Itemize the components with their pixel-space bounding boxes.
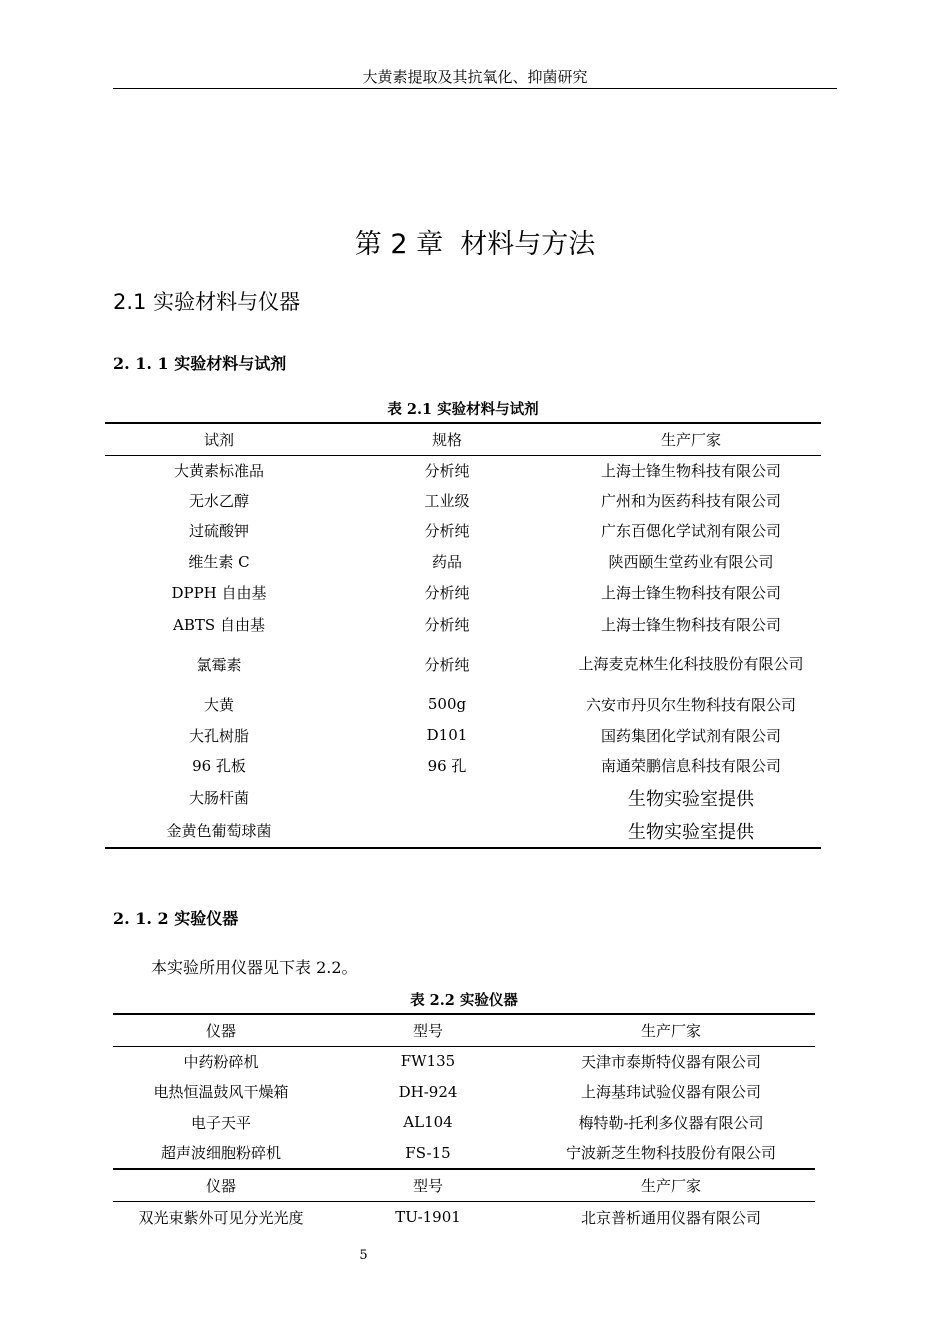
table-cell: 生物实验室提供	[628, 788, 754, 810]
table-row	[105, 640, 821, 688]
table-row	[105, 781, 821, 814]
running-header: 大黄素提取及其抗氧化、抑菌研究	[362, 68, 588, 86]
table-cell: 超声波细胞粉碎机	[160, 1144, 281, 1162]
table-cell: 大黄	[203, 695, 234, 714]
table-cell: 维生素 C	[188, 552, 250, 571]
table-row	[105, 720, 821, 750]
table-row	[105, 545, 821, 577]
table-cell: 96 孔	[427, 757, 467, 775]
table-header-row	[105, 423, 821, 455]
column-header: 生产厂家	[640, 1176, 701, 1195]
table-header-row-repeat	[113, 1169, 815, 1201]
table-row	[113, 1107, 815, 1137]
materials-table	[105, 422, 821, 849]
table-cell: 500g	[427, 695, 467, 713]
table-cell: 大黄素标准品	[173, 461, 264, 480]
column-header: 型号	[412, 1021, 443, 1040]
table-cell: 金黄色葡萄球菌	[166, 822, 272, 840]
column-header: 生产厂家	[660, 430, 721, 449]
table-cell: 无水乙醇	[188, 491, 249, 510]
table-cell: TU-1901	[395, 1208, 461, 1227]
table-row	[113, 1076, 815, 1107]
table-cell: 双光束紫外可见分光光度	[138, 1208, 304, 1227]
table-row	[113, 1046, 815, 1076]
table-cell: 天津市泰斯特仪器有限公司	[580, 1052, 761, 1071]
table-cell: AL104	[403, 1113, 453, 1131]
subsection-title-materials: 2. 1. 1 实验材料与试剂	[113, 354, 287, 373]
table-cell: 药品	[431, 552, 462, 571]
table-cell: 分析纯	[424, 584, 470, 602]
table2-caption: 表 2.2 实验仪器	[410, 992, 518, 1009]
table-row	[105, 608, 821, 640]
table-cell: 北京普析通用仪器有限公司	[580, 1208, 761, 1227]
table-cell: 六安市丹贝尔生物科技有限公司	[585, 695, 796, 714]
table-cell: 南通荣鹏信息科技有限公司	[600, 757, 781, 775]
column-header: 型号	[412, 1176, 443, 1195]
table-cell: 大肠杆菌	[188, 789, 249, 807]
table-cell: 过硫酸钾	[188, 521, 249, 540]
table-cell: 分析纯	[424, 655, 470, 674]
table-cell: FW135	[400, 1052, 456, 1071]
table-cell	[333, 814, 561, 848]
table1-caption: 表 2.1 实验材料与试剂	[387, 401, 539, 418]
table-cell: 上海士锋生物科技有限公司	[600, 461, 781, 480]
table-cell: 生物实验室提供	[628, 821, 754, 843]
table-row	[105, 814, 821, 848]
table-cell: 氯霉素	[196, 655, 242, 674]
table-cell: 工业级	[424, 491, 470, 510]
table-row	[113, 1201, 815, 1233]
table-cell: 上海基玮试验仪器有限公司	[580, 1083, 761, 1101]
table-cell: 国药集团化学试剂有限公司	[600, 726, 781, 745]
table-cell: 梅特勒-托利多仪器有限公司	[578, 1113, 764, 1132]
table-row	[105, 577, 821, 608]
table-cell: FS-15	[405, 1143, 451, 1162]
instruments-table	[113, 1013, 815, 1233]
table-cell: 电子天平	[190, 1113, 251, 1132]
table-cell: 分析纯	[424, 461, 470, 480]
table-cell: 上海士锋生物科技有限公司	[600, 584, 781, 602]
table-cell: 分析纯	[424, 521, 470, 540]
column-header: 规格	[431, 430, 462, 449]
table-cell: 中药粉碎机	[183, 1052, 259, 1071]
table-cell: 陕西颐生堂药业有限公司	[608, 552, 774, 571]
table-row	[105, 750, 821, 781]
table-row	[105, 688, 821, 720]
table-cell: 广州和为医药科技有限公司	[600, 491, 781, 510]
subsection-title-instruments: 2. 1. 2 实验仪器	[113, 909, 239, 928]
body-paragraph: 本实验所用仪器见下表 2.2。	[151, 958, 358, 977]
table-cell: 大孔树脂	[188, 726, 249, 745]
table-cell: 广东百偲化学试剂有限公司	[600, 521, 781, 540]
table-row	[105, 515, 821, 545]
column-header: 试剂	[203, 430, 234, 449]
section-title: 2.1 实验材料与仪器	[113, 290, 301, 314]
header-rule	[113, 88, 837, 89]
chapter-title: 第 2 章 材料与方法	[354, 229, 596, 260]
table-cell: ABTS 自由基	[173, 615, 265, 634]
table-header-row	[113, 1014, 815, 1046]
page-number: 5	[359, 1248, 368, 1263]
table-cell: DH-924	[398, 1082, 458, 1101]
table-cell: 上海士锋生物科技有限公司	[600, 615, 781, 634]
table-cell: 上海麦克林生化科技股份有限公司	[578, 654, 804, 673]
table-row	[113, 1137, 815, 1169]
table-cell: 电热恒温鼓风干燥箱	[153, 1083, 289, 1101]
table-cell: D101	[426, 726, 468, 744]
table-cell: 分析纯	[424, 615, 470, 634]
table-cell: DPPH 自由基	[171, 584, 267, 602]
column-header: 生产厂家	[640, 1021, 701, 1040]
table-cell: 宁波新芝生物科技股份有限公司	[565, 1144, 776, 1162]
table-cell	[333, 781, 561, 814]
table-cell: 96 孔板	[192, 757, 246, 775]
column-header: 仪器	[205, 1176, 236, 1195]
table-row	[105, 485, 821, 515]
column-header: 仪器	[205, 1021, 236, 1040]
table-row	[105, 455, 821, 485]
